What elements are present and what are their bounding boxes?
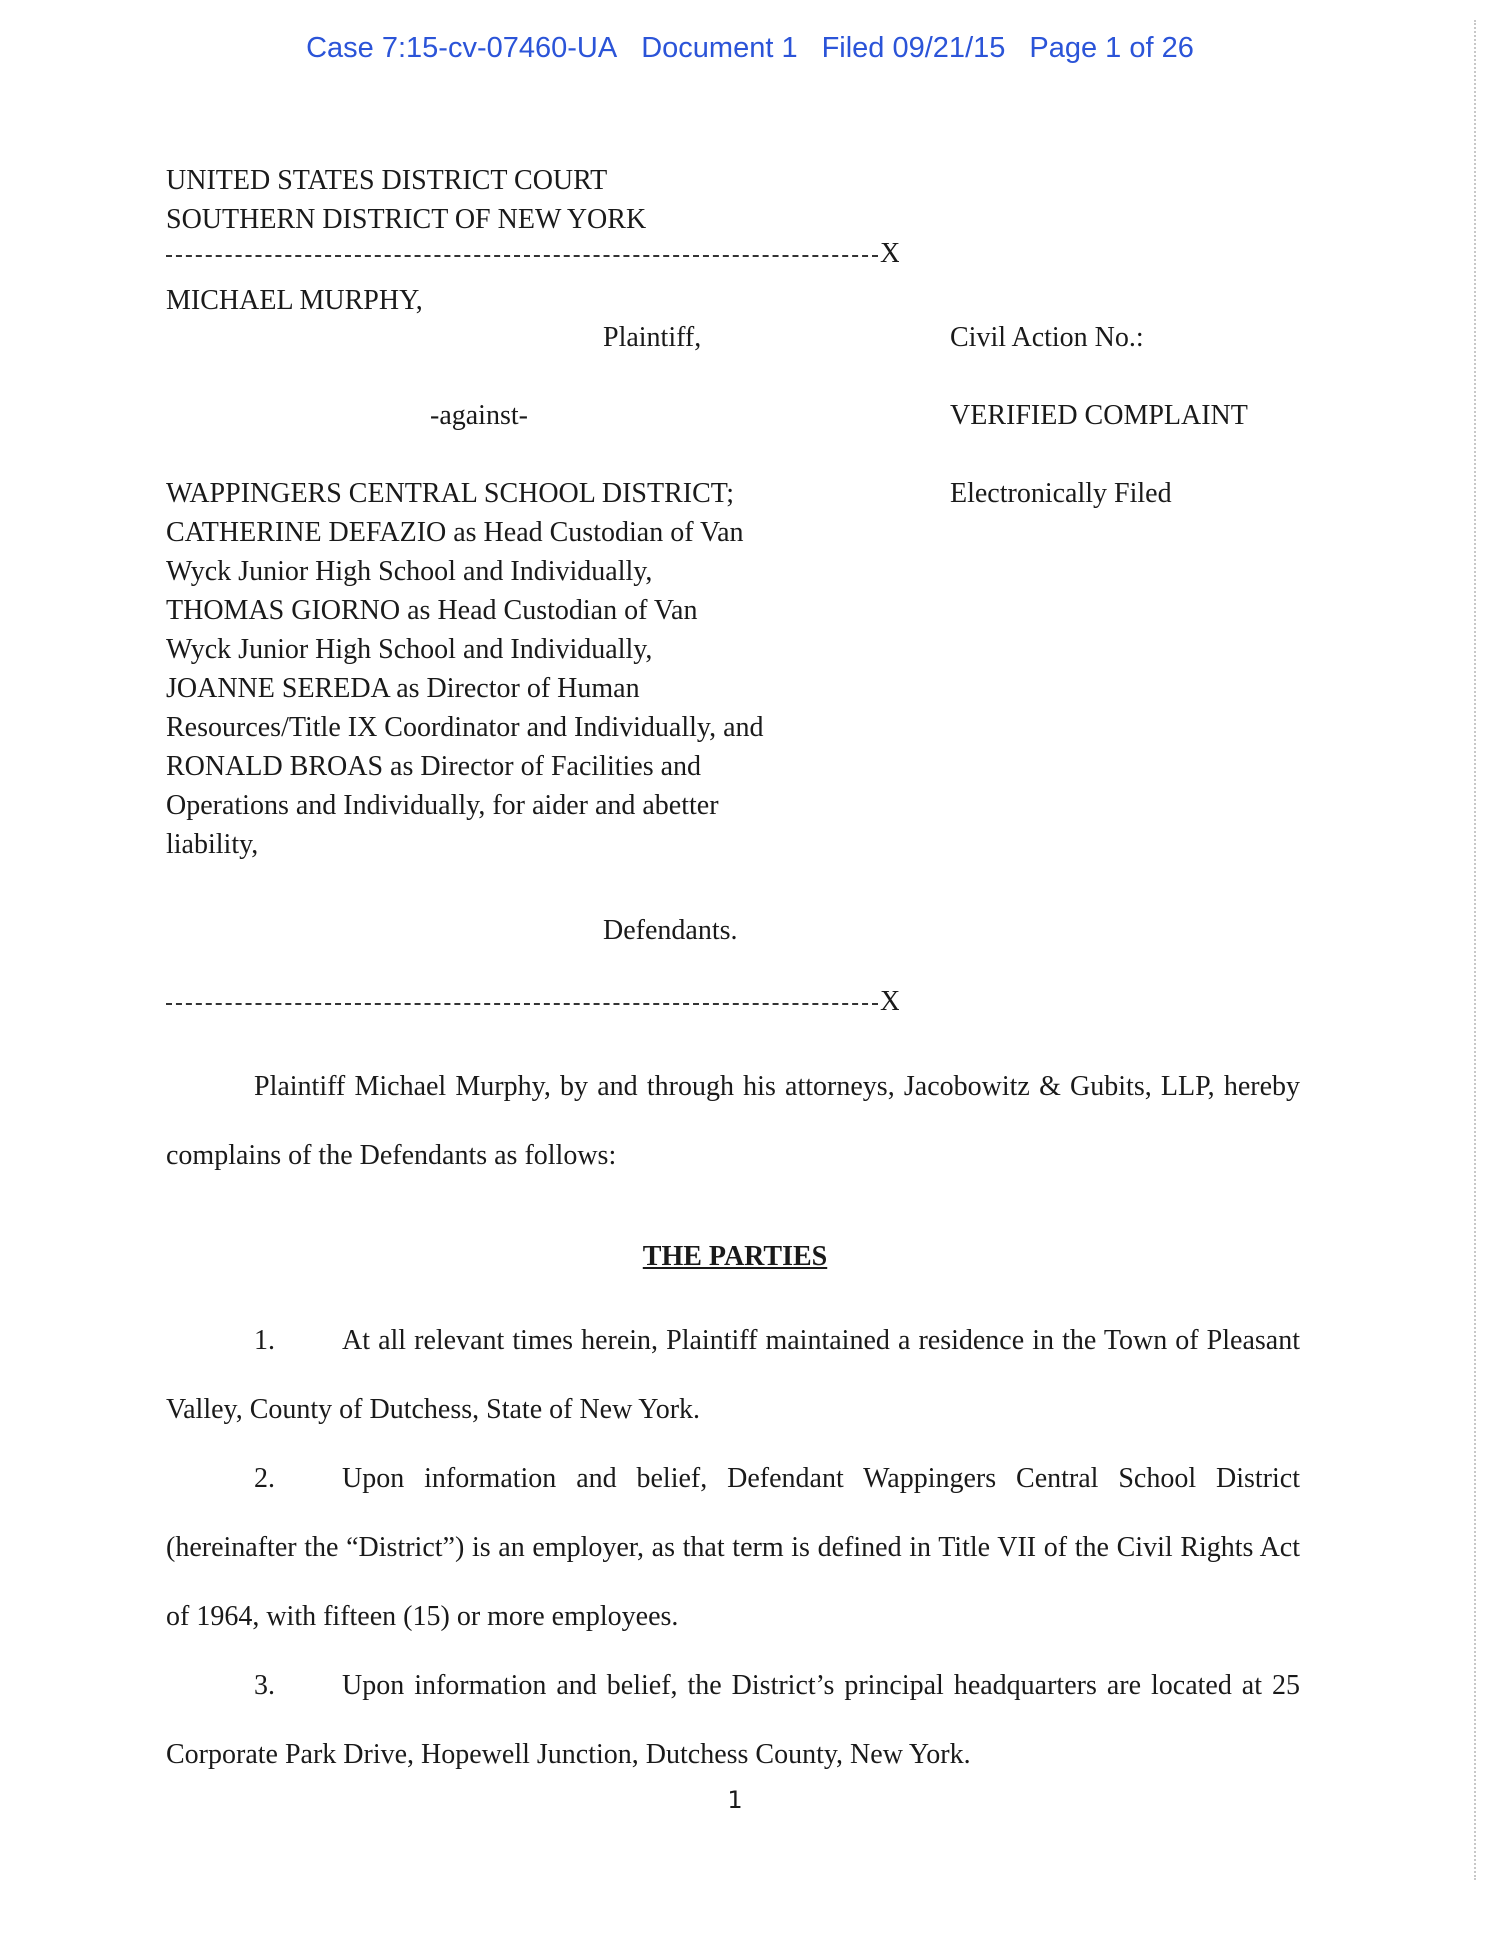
dash-rule — [166, 255, 878, 257]
document-title: VERIFIED COMPLAINT — [950, 400, 1248, 431]
defendant-line: liability, — [166, 829, 259, 860]
paragraph-text: Upon information and belief, the District’s principal headquarters are located at 25 Corporate Park Drive, Hopewell Junction, Dutchess County, New York. — [166, 1670, 1300, 1770]
court-line-1: UNITED STATES DISTRICT COURT — [166, 165, 608, 196]
numbered-paragraph — [166, 1306, 1300, 1444]
intro-paragraph: Plaintiff Michael Murphy, by and through his attorneys, Jacobowitz & Gubits, LLP, hereby complains of the Defendants as follows: — [166, 1071, 1300, 1171]
defendant-line: CATHERINE DEFAZIO as Head Custodian of Van — [166, 517, 744, 548]
defendant-line: Operations and Individually, for aider and abetter — [166, 790, 719, 821]
plaintiff-name: MICHAEL MURPHY, — [166, 285, 423, 316]
defendant-line: Wyck Junior High School and Individually, — [166, 634, 653, 665]
scan-edge-marks — [1474, 20, 1476, 1880]
defendant-line: WAPPINGERS CENTRAL SCHOOL DISTRICT; — [166, 478, 735, 509]
paragraph-number: 3. — [254, 1670, 275, 1701]
defendants-list — [166, 474, 764, 864]
caption-divider-bottom — [166, 986, 899, 1018]
civil-action-label: Civil Action No.: — [950, 322, 1144, 353]
paragraph-number: 2. — [254, 1463, 275, 1494]
paragraph-number: 1. — [254, 1325, 275, 1356]
plaintiff-label: Plaintiff, — [603, 322, 702, 353]
defendant-line: THOMAS GIORNO as Head Custodian of Van — [166, 595, 698, 626]
paragraph-text: At all relevant times herein, Plaintiff maintained a residence in the Town of Pleasant Valley, County of Dutchess, State of New York. — [166, 1325, 1300, 1425]
defendant-line: Wyck Junior High School and Individually, — [166, 556, 653, 587]
page-number: 1 — [727, 1786, 743, 1814]
defendant-line: RONALD BROAS as Director of Facilities and — [166, 751, 702, 782]
x-mark: X — [880, 238, 900, 269]
section-title: THE PARTIES — [642, 1241, 828, 1272]
document-number: Document 1 — [641, 32, 798, 64]
page-indicator: Page 1 of 26 — [1029, 32, 1194, 64]
x-mark: X — [880, 986, 900, 1017]
court-name — [166, 161, 646, 239]
paragraph-text: Upon information and belief, Defendant Wappingers Central School District (hereinafter the “District”) is an employer, as that term is defined in Title VII of the Civil Rights Act of 1964, with fifteen (15) or more employees. — [166, 1463, 1300, 1632]
against-label: -against- — [430, 400, 528, 431]
caption-divider-top — [166, 238, 899, 270]
ecf-filing-header — [0, 32, 1500, 65]
electronically-filed-label: Electronically Filed — [950, 478, 1172, 509]
numbered-paragraph — [166, 1444, 1300, 1651]
defendant-line: JOANNE SEREDA as Director of Human — [166, 673, 640, 704]
dash-rule — [166, 1003, 878, 1005]
court-line-2: SOUTHERN DISTRICT OF NEW YORK — [166, 204, 647, 235]
defendants-label: Defendants. — [603, 915, 738, 946]
numbered-paragraph — [166, 1651, 1300, 1789]
case-number: Case 7:15-cv-07460-UA — [306, 32, 618, 64]
defendant-line: Resources/Title IX Coordinator and Individually, and — [166, 712, 764, 743]
filed-date: Filed 09/21/15 — [821, 32, 1006, 64]
